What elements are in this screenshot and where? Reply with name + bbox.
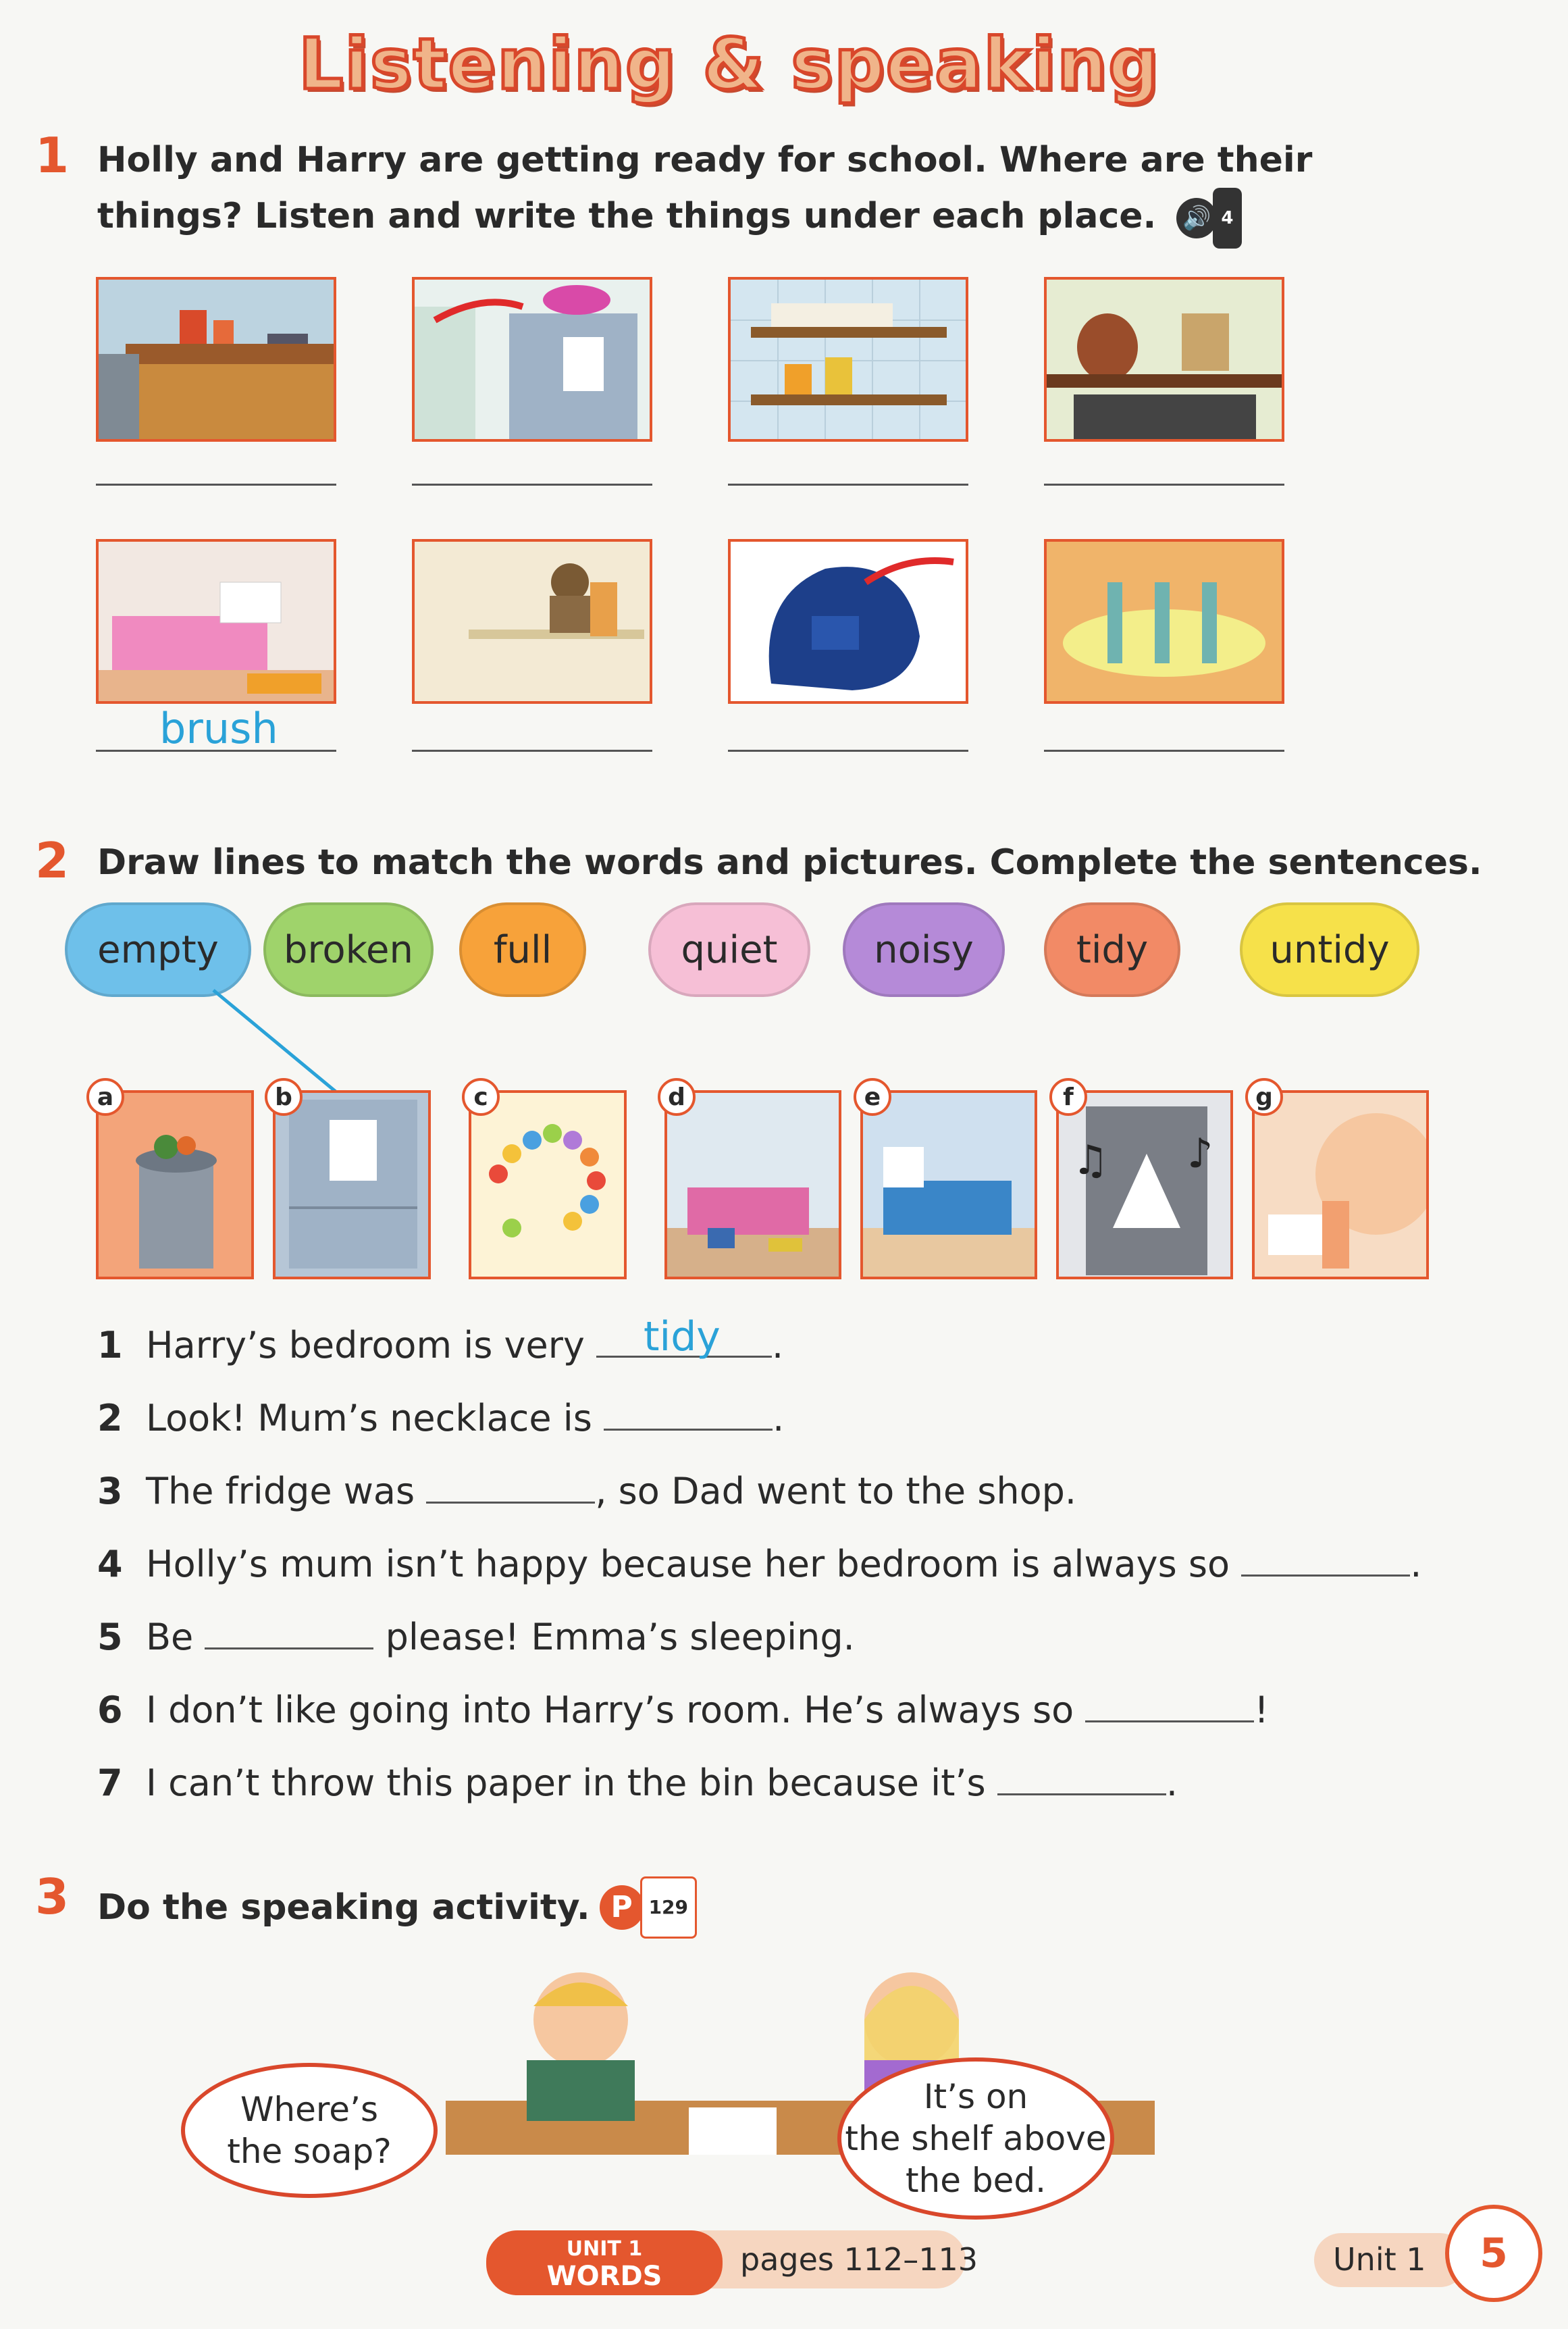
footer-words-label: WORDS bbox=[546, 2261, 662, 2292]
audio-track-number: 4 bbox=[1213, 188, 1241, 249]
sentence-blank[interactable] bbox=[426, 1475, 595, 1504]
sentence-blank[interactable] bbox=[604, 1402, 773, 1431]
word-cloud-noisy[interactable]: noisy bbox=[843, 902, 1005, 997]
sentence-blank[interactable] bbox=[997, 1766, 1166, 1795]
untidy-bedroom-illustration bbox=[667, 1093, 839, 1277]
match-picture-g bbox=[1252, 1090, 1429, 1279]
sentence-blank[interactable] bbox=[1241, 1547, 1410, 1577]
match-picture-d bbox=[664, 1090, 841, 1279]
sentence-text-after: please! Emma’s sleeping. bbox=[373, 1616, 855, 1658]
picture-letter-e: e bbox=[854, 1078, 891, 1116]
exercise-3-instruction-row bbox=[97, 1876, 697, 1939]
match-picture-b bbox=[273, 1090, 431, 1279]
sentence-number: 2 bbox=[97, 1397, 123, 1439]
noisy-door-illustration bbox=[1059, 1093, 1230, 1277]
badge-letter: P bbox=[600, 1885, 644, 1930]
exercise-1-instruction-line2: things? Listen and write the things under each place. bbox=[97, 196, 1157, 236]
bubble-question-line2: the soap? bbox=[227, 2132, 392, 2171]
sentence-number: 7 bbox=[97, 1762, 123, 1804]
sentence-6 bbox=[97, 1690, 1269, 1731]
page-number: 5 bbox=[1445, 2205, 1542, 2302]
footer-unit-words-badge[interactable] bbox=[486, 2230, 723, 2295]
word-cloud-broken[interactable]: broken bbox=[263, 902, 434, 997]
match-picture-e bbox=[860, 1090, 1037, 1279]
necklace-illustration bbox=[471, 1093, 624, 1277]
sentence-text-before: I can’t throw this paper in the bin because it’s bbox=[146, 1762, 997, 1804]
match-picture-c bbox=[469, 1090, 627, 1279]
word-cloud-empty[interactable]: empty bbox=[65, 902, 251, 997]
sentence-number: 6 bbox=[97, 1689, 123, 1731]
sentence-number: 5 bbox=[97, 1616, 123, 1658]
badge-page: 129 bbox=[640, 1876, 697, 1939]
word-cloud-quiet[interactable]: quiet bbox=[648, 902, 810, 997]
sentence-blank[interactable] bbox=[596, 1313, 772, 1360]
bubble-answer-line3: the bed. bbox=[905, 2161, 1047, 2200]
sentence-text-before: Be bbox=[146, 1616, 205, 1658]
picture-letter-c: c bbox=[462, 1078, 500, 1116]
exercise-2-instruction: Draw lines to match the words and pictures. Complete the sentences. bbox=[97, 842, 1482, 883]
picture-letter-g: g bbox=[1245, 1078, 1283, 1116]
sentence-text-after: . bbox=[773, 1397, 785, 1439]
picture-letter-a: a bbox=[86, 1078, 124, 1116]
sentence-text-after: ! bbox=[1254, 1689, 1269, 1731]
word-cloud-tidy[interactable]: tidy bbox=[1044, 902, 1180, 997]
sentence-1 bbox=[97, 1313, 784, 1366]
svg-text:♪: ♪ bbox=[1187, 1130, 1213, 1177]
sentence-text-before: The fridge was bbox=[146, 1470, 427, 1512]
word-cloud-untidy[interactable]: untidy bbox=[1240, 902, 1419, 997]
sentence-number: 4 bbox=[97, 1543, 123, 1585]
page-reference-badge[interactable] bbox=[600, 1876, 697, 1939]
sentence-number: 1 bbox=[97, 1324, 123, 1366]
exercise-2-number: 2 bbox=[35, 832, 70, 889]
sentence-text-after: , so Dad went to the shop. bbox=[595, 1470, 1077, 1512]
match-picture-f bbox=[1056, 1090, 1233, 1279]
exercise-3-number: 3 bbox=[35, 1868, 70, 1925]
sentence-3 bbox=[97, 1471, 1076, 1512]
exercise-1-number: 1 bbox=[35, 127, 70, 184]
example-answer-brush: brush bbox=[159, 704, 278, 753]
sentence-text-before: Holly’s mum isn’t happy because her bedroom is always so bbox=[146, 1543, 1242, 1585]
footer-pages: pages 112–113 bbox=[740, 2241, 978, 2278]
quiet-finger-illustration bbox=[1255, 1093, 1426, 1277]
picture-letter-d: d bbox=[658, 1078, 696, 1116]
bubble-answer-line2: the shelf above bbox=[845, 2119, 1107, 2158]
sentence-text-before: Look! Mum’s necklace is bbox=[146, 1397, 604, 1439]
exercise-1-instruction-line1: Holly and Harry are getting ready for school. Where are their bbox=[97, 140, 1313, 180]
sentence-text-after: . bbox=[1166, 1762, 1178, 1804]
speech-bubble-question bbox=[181, 2063, 438, 2198]
footer-unit: Unit 1 bbox=[1333, 2241, 1426, 2278]
sentence-4 bbox=[97, 1544, 1421, 1585]
fridge-door-illustration bbox=[276, 1093, 428, 1277]
tidy-bedroom-illustration bbox=[863, 1093, 1035, 1277]
speech-bubble-answer bbox=[837, 2057, 1114, 2220]
sentence-blank[interactable] bbox=[1085, 1693, 1254, 1722]
sentence-5 bbox=[97, 1617, 855, 1658]
sentence-answer: tidy bbox=[644, 1313, 721, 1360]
picture-letter-f: f bbox=[1049, 1078, 1087, 1116]
footer-unit-label: UNIT 1 bbox=[566, 2237, 643, 2261]
sentence-2 bbox=[97, 1398, 784, 1439]
page-title: Listening & speaking bbox=[298, 23, 1160, 105]
sentence-number: 3 bbox=[97, 1470, 123, 1512]
word-cloud-full[interactable]: full bbox=[459, 902, 586, 997]
sentence-text-after: . bbox=[772, 1324, 784, 1366]
picture-letter-b: b bbox=[265, 1078, 303, 1116]
bubble-answer-line1: It’s on bbox=[923, 2077, 1028, 2116]
exercise-3-instruction: Do the speaking activity. bbox=[97, 1887, 590, 1928]
match-picture-a bbox=[96, 1090, 254, 1279]
sentence-text-after: . bbox=[1410, 1543, 1422, 1585]
sentence-text-before: Harry’s bedroom is very bbox=[146, 1324, 597, 1366]
bubble-question-line1: Where’s bbox=[240, 2090, 379, 2129]
sentence-blank[interactable] bbox=[205, 1620, 373, 1649]
svg-text:♫: ♫ bbox=[1072, 1137, 1109, 1184]
sentence-7 bbox=[97, 1763, 1178, 1803]
speaker-icon: 🔊 bbox=[1176, 198, 1217, 238]
sentence-text-before: I don’t like going into Harry’s room. He’s always so bbox=[146, 1689, 1086, 1731]
bin-illustration bbox=[99, 1093, 251, 1277]
